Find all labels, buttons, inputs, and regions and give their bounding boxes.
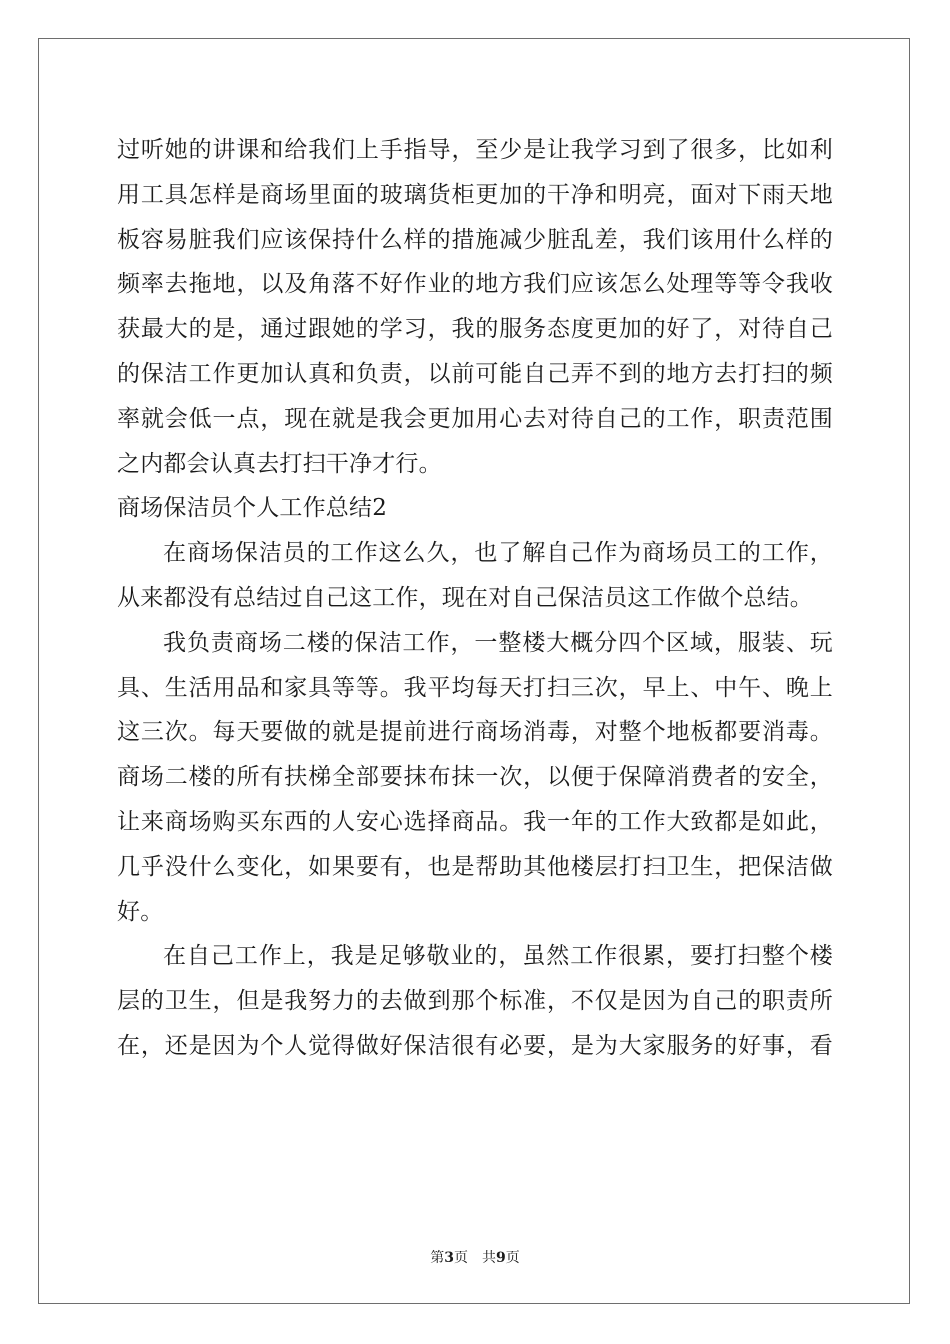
- text-line: 几乎没什么变化，如果要有，也是帮助其他楼层打扫卫生，把保洁做: [117, 853, 833, 880]
- text-line: 我负责商场二楼的保洁工作，一整楼大概分四个区域，服装、玩: [163, 629, 833, 656]
- text-line: 在商场保洁员的工作这么久，也了解自己作为商场员工的工作，: [163, 540, 833, 567]
- text-line: 在自己工作上，我是足够敬业的，虽然工作很累，要打扫整个楼: [163, 943, 833, 970]
- text-line: 让来商场购买东西的人安心选择商品。我一年的工作大致都是如此，: [117, 808, 833, 835]
- text-line: 之内都会认真去打扫干净才行。: [117, 450, 442, 477]
- page-number: 3: [444, 1250, 454, 1266]
- text-line: 用工具怎样是商场里面的玻璃货柜更加的干净和明亮，面对下雨天地: [117, 181, 833, 208]
- text-line: 商场二楼的所有扶梯全部要抹布抹一次，以便于保障消费者的安全，: [117, 764, 833, 791]
- document-body: [117, 128, 833, 1069]
- section-heading: 商场保洁员个人工作总结2: [117, 495, 388, 522]
- text-line: 获最大的是，通过跟她的学习，我的服务态度更加的好了，对待自己: [117, 316, 833, 343]
- text-line: 这三次。每天要做的就是提前进行商场消毒，对整个地板都要消毒。: [117, 719, 833, 746]
- text-line: 板容易脏我们应该保持什么样的措施减少脏乱差，我们该用什么样的: [117, 226, 833, 253]
- page-prefix: 第: [430, 1250, 445, 1266]
- text-line: 频率去拖地，以及角落不好作业的地方我们应该怎么处理等等令我收: [117, 271, 833, 298]
- text-line: 具、生活用品和家具等等。我平均每天打扫三次，早上、中午、晚上: [117, 674, 833, 701]
- text-line: 过听她的讲课和给我们上手指导，至少是让我学习到了很多，比如利: [117, 137, 833, 163]
- total-pages: 9: [496, 1250, 506, 1266]
- text-line: 从来都没有总结过自己这工作，现在对自己保洁员这工作做个总结。: [117, 584, 813, 611]
- text-line: 层的卫生，但是我努力的去做到那个标准，不仅是因为自己的职责所: [117, 988, 833, 1015]
- text-line: 率就会低一点，现在就是我会更加用心去对待自己的工作，职责范围: [117, 405, 833, 432]
- total-prefix: 共: [482, 1250, 496, 1266]
- page-suffix: 页: [454, 1250, 468, 1266]
- text-line: 在，还是因为个人觉得做好保洁很有必要，是为大家服务的好事，看: [117, 1032, 833, 1059]
- total-suffix: 页: [505, 1250, 520, 1266]
- page-footer: [0, 1247, 950, 1267]
- text-line: 的保洁工作更加认真和负责，以前可能自己弄不到的地方去打扫的频: [117, 360, 833, 387]
- text-line: 好。: [117, 898, 164, 925]
